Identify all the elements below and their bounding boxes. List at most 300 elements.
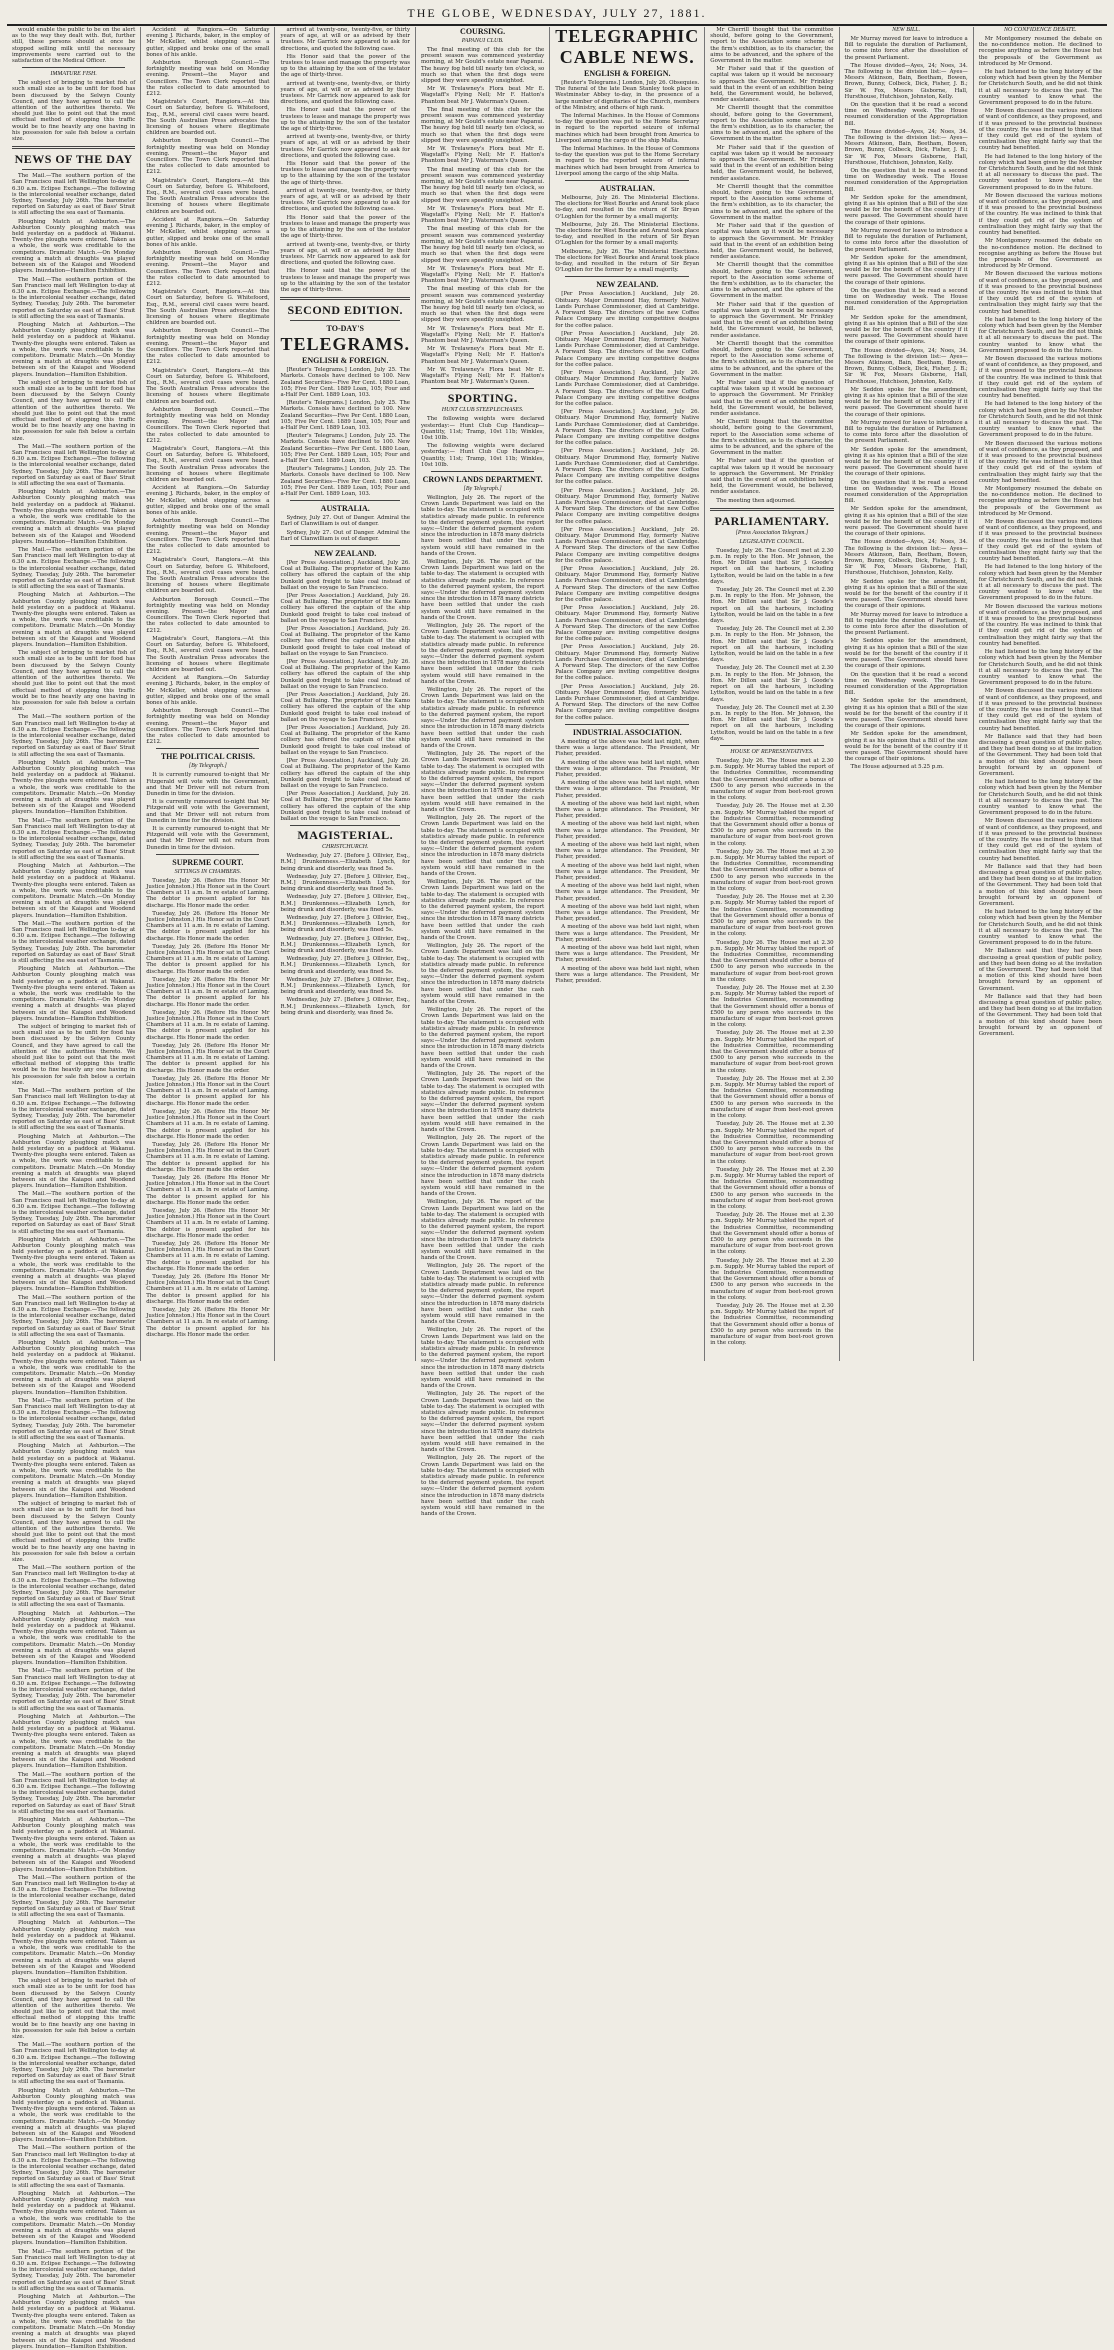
article-text: Tuesday, July 26. The House met at 2.30 p.m. Supply. Mr Murray tabled the report of the Industries Committee, recommending that the Government should offer a bonus of £500 to any person who succeeds in the manufacture of sugar from beet-root grown in the colony. — [710, 939, 834, 983]
column-5 — [550, 27, 705, 1361]
article-text: Mr Fisher said that if the question of capital was taken up it would be necessary to approach the Government. Mr Frinkley said that in the event of an exhibition being held, the Government would, he believed, render assistance. — [710, 379, 834, 417]
article-text: [Per Press Association.] Auckland, July 26. Coal at Bulliaing. The proprietor of the Kamo colliery has offered the captain of the ship Dunkeld good freight to take coal instead of ballast on the voyage to San Francisco. — [280, 593, 410, 624]
article-text: Tuesday, July 26. (Before His Honor Mr Justice Johnston.) His Honor sat in the Court Chambers at 11 a.m. In re estate of Laming. The debtor is present applied for his discharge. His Honor made the order. — [146, 1042, 270, 1074]
article-text: Ploughing Match at Ashburton.—The Ashburton County ploughing match was held yesterday on a paddock at Wakanui. Twenty-five ploughs were entered. Taken as a whole, the work was creditable to the competitors. Dramatic Match.—On Monday evening a match at draughts was played between six of the Kaiapoi and Woodend players. Inundation—Hamilton Exhibition. — [12, 321, 136, 378]
article-text: Wellington, July 26. The report of the Crown Lands Department was laid on the table to-day. The statement is occupied with statistics already made public. In reference to the deferred payment system, the report says:—Under the deferred payment system since the introduction in 1878 many districts have been settled that under the cash system would still have remained in the hands of the Crown. — [421, 1007, 545, 1070]
article-text: Ashburton Borough Council.—The fortnightly meeting was held on Monday evening. Present—the Mayor and Councillors. The Town Clerk reported that the rates collected to date amounted to £212. — [146, 138, 270, 176]
article-text: A meeting of the above was held last night, when there was a large attendance. The President, Mr Fisher, presided. — [555, 841, 700, 861]
article-text: Wellington, July 26. The report of the Crown Lands Department was laid on the table to-day. The statement is occupied with statistics already made public. In reference to the deferred payment system, the report says:—Under the deferred payment system since the introduction in 1878 many districts have been settled that under the cash system would still have remained in the hands of the Crown. — [421, 687, 545, 749]
article-text: Mr Montgomery resumed the debate on the no-confidence motion. He declined to recognise anything as before the House but the proposals of the Government as introduced by Mr Ormond. — [978, 486, 1102, 517]
article-text: Ashburton Borough Council.—The fortnightly meeting was held on Monday evening. Present—the Mayor and Councillors. The Town Clerk reported that the rates collected to date amounted to £212. — [146, 596, 270, 634]
article-text: A meeting of the above was held last night, when there was a large attendance. The President, Mr Fisher, presided. — [555, 862, 700, 881]
column-1 — [7, 27, 141, 2350]
article-text: The Mail.—The southern portion of the San Francisco mail left Wellington to-day at 6.30 a.m. Eclipse Exchange.—The following is the intercolonial weather exchange, dated Sydney, Tuesday, July 26th. The barometer reported on Saturday as east of Bass' Strait is still affecting the sea east of Tasmania. — [12, 2042, 136, 2086]
article-text: He had listened to the long history of the colony which had been given by the Member for Christchurch South, and he did not think it at all necessary to discuss the past. The country wanted to know what the Government proposed to do in the future. — [978, 153, 1102, 191]
article-text: Ploughing Match at Ashburton.—The Ashburton County ploughing match was held yesterday on a paddock at Wakanui. Twenty-five ploughs were entered. Taken as a whole, the work was creditable to the competitors. Dramatic Match.—On Monday evening a match at draughts was played between six of the Kaiapoi and Woodend players. Inundation—Hamilton Exhibition. — [12, 1817, 136, 1873]
article-text: Wellington, July 26. The report of the Crown Lands Department was laid on the table to-day. The statement is occupied with statistics already made public. In reference to the deferred payment system, the report says:—Under the deferred payment system since the introduction in 1878 many districts have been settled that under the cash system would still have remained in the hands of the Crown. — [421, 1071, 545, 1134]
article-text: Melbourne, July 26. The Ministerial Elections. The elections for West Bourke and Ararat took place to-day, and resulted in the return of Sir Bryan O'Loghlen for the former by a small majority. — [555, 195, 700, 220]
article-text: Tuesday, July 26. (Before His Honor Mr Justice Johnston.) His Honor sat in the Court Chambers at 11 a.m. In re estate of Laming. The debtor is present applied for his discharge. His Honor made the order. — [146, 1240, 270, 1272]
headline-telegrams: TELEGRAMS. — [280, 334, 410, 355]
article-text: On the question that it be read a second time on Wednesday week. The House resumed consideration of the Appropriation Bill. — [844, 479, 968, 505]
article-text: It is currently rumoured to-night that Mr Fitzgerald will vote with the Government, and that Mr Driver will not return from Dunedin in time for the division. — [146, 772, 270, 797]
article-text: The following weights were declared yesterday:— Hunt Club Cup Handicap—Quantity, 11st; Tramp, 10st 11b; Winkles, 10st 10lb. — [421, 443, 545, 468]
divider — [22, 67, 125, 68]
article-text: arrived at twenty-one, twenty-five, or thirty years of age, at will or as advised by their trustees. Mr Garrick now appeared to ask for directions, and quoted the following case. — [280, 241, 410, 267]
article-text: Mr Seddon spoke for the amendment, giving it as his opinion that a Bill of the size would be for the benefit of the country if it were passed. The Government should have the courage of their opinions. — [844, 194, 968, 226]
article-text: Mr Montgomery resumed the debate on the no-confidence motion. He declined to recognise anything as before the House but the proposals of the Government as introduced by Mr Ormond. — [978, 36, 1102, 67]
subhead-papanui: PAPANUI CLUB. — [461, 38, 504, 44]
article-text: Tuesday, July 26. (Before His Honor Mr Justice Johnston.) His Honor sat in the Court Chambers at 11 a.m. In re estate of Laming. The debtor is present applied for his discharge. His Honor made the order. — [146, 1075, 270, 1107]
column-7 — [840, 27, 974, 1361]
subhead-press-association: [Press Association Telegram.] — [735, 529, 809, 536]
subhead-telegraph: [By Telegraph.] — [188, 763, 227, 770]
divider — [431, 388, 534, 389]
article-text: Tuesday, July 26. The House met at 2.30 p.m. Supply. Mr Murray tabled the report of the Industries Committee, recommending that the Government should offer a bonus of £500 to any person who succeeds in the manufacture of sugar from beet-root grown in the colony. — [710, 1166, 834, 1210]
article-text: Tuesday, July 26. The House met at 2.30 p.m. Supply. Mr Murray tabled the report of the Industries Committee, recommending that the Government should offer a bonus of £500 to any person who succeeds in the manufacture of sugar from beet-root grown in the colony. — [710, 1212, 834, 1256]
divider — [12, 146, 135, 149]
subhead-house-of-representatives: HOUSE OF REPRESENTATIVES. — [730, 748, 814, 755]
article-text: Wellington, July 26. The report of the Crown Lands Department was laid on the table to-day. The statement is occupied with statistics already made public. In reference to the deferred payment system, the report says:—Under the deferred payment system since the introduction in 1878 many districts have been settled that under the cash system would still have remained in the hands of the Crown. — [421, 1455, 545, 1518]
article-text: Wednesday, July 27. [Before J. Ollivier, Esq., R.M.] Drunkenness.—Elizabeth Lynch, for being drunk and disorderly, was fined 5s. — [280, 997, 410, 1016]
article-text: The Mail.—The southern portion of the San Francisco mail left Wellington to-day at 6.30 a.m. Eclipse Exchange.—The following is the intercolonial weather exchange, dated Sydney, Tuesday, July 26th. The barometer reported on Saturday as east of Bass' Strait is still affecting the sea east of Tasmania. — [12, 1088, 136, 1132]
article-text: Tuesday, July 26. The House met at 2.30 p.m. Supply. Mr Murray tabled the report of the Industries Committee, recommending that the Government should offer a bonus of £500 to any person who succeeds in the manufacture of sugar from beet-root grown in the colony. — [710, 1030, 834, 1074]
article-text: [Per Press Association.] Auckland, July 26. Coal at Bulliaing. The proprietor of the Kamo colliery has offered the captain of the ship Dunkeld good freight to take coal instead of ballast on the voyage to San Francisco. — [280, 626, 410, 657]
divider — [156, 748, 259, 749]
article-text: Mr Bowen discussed the various motions of want of confidence, as they proposed, and if it was pressed to the provincial business of the country. He was inclined to think that if they could get rid of the system of centralisation they might fairly say that the country had benefited. — [978, 603, 1102, 647]
article-text: Tuesday, July 26. (Before His Honor Mr Justice Johnston.) His Honor sat in the Court Chambers at 11 a.m. In re estate of Laming. The debtor is present applied for his discharge. His Honor made the order. — [146, 976, 270, 1008]
subhead-chambers: SITTINGS IN CHAMBERS. — [174, 868, 242, 875]
article-text: Wellington, July 26. The report of the Crown Lands Department was laid on the table to-day. The statement is occupied with statistics already made public. In reference to the deferred payment system, the report says:—Under the deferred payment system since the introduction in 1878 many districts have been settled that under the cash system would still have remained in the hands of the Crown. — [421, 1391, 545, 1454]
article-text: Ploughing Match at Ashburton.—The Ashburton County ploughing match was held yesterday on a paddock at Wakanui. Twenty-five ploughs were entered. Taken as a whole, the work was creditable to the competitors. Dramatic Match.—On Monday evening a match at draughts was played between six of the Kaiapoi and Woodend players. Inundation—Hamilton Exhibition. — [12, 1236, 136, 1293]
article-text: It is currently rumoured to-night that Mr Fitzgerald will vote with the Government, and that Mr Driver will not return from Dunedin in time for the division. — [146, 825, 270, 851]
article-text: Wellington, July 26. The report of the Crown Lands Department was laid on the table to-day. The statement is occupied with statistics already made public. In reference to the deferred payment system, the report says:—Under the deferred payment system since the introduction in 1878 many districts have been settled that under the cash system would still have remained in the hands of the Crown. — [421, 494, 545, 557]
article-text: [Per Press Association.] Auckland, July 26. Obituary. Major Drummond Hay, formerly Native Lands Purchase Commissioner, died at Cambridge. A Forward Step. The directors of the new Coffee Palace Company are inviting competitive designs for the coffee palace. — [555, 409, 700, 447]
headline-supreme-court: SUPREME COURT. — [172, 857, 244, 867]
masthead — [7, 5, 1107, 26]
article-text: Mr Fisher said that if the question of capital was taken up it would be necessary to approach the Government. Mr Frinkley said that in the event of an exhibition being held, the Government would, he believed, render assistance. — [710, 144, 834, 182]
article-text: The subject of bringing to market fish of such small size as to be unfit for food has been discussed by the Selwyn County Council, and they have agreed to call the attention of the authorities thereto. We should just like to point out that the most effectual method of stopping this traffic would be to fine heavily any one having in his possession for sale fish below a certain size. — [12, 1024, 136, 1086]
article-text: A meeting of the above was held last night, when there was a large attendance. The President, Mr Fisher, presided. — [555, 738, 700, 758]
divider — [156, 854, 259, 855]
article-text: Mr Bowen discussed the various motions of want of confidence, as they proposed, and if it was pressed to the provincial business of the country. He was inclined to think that if they could get rid of the system of centralisation they might fairly say that the country had benefited. — [978, 818, 1102, 862]
article-text: A meeting of the above was held last night, when there was a large attendance. The President, Mr Fisher, presided. — [555, 924, 700, 943]
article-text: The Mail.—The southern portion of the San Francisco mail left Wellington to-day at 6.30 a.m. Eclipse Exchange.—The following is the intercolonial weather exchange, dated Sydney, Tuesday, July 26th. The barometer reported on Saturday as east of Bass' Strait is still affecting the sea east of Tasmania. — [12, 2145, 136, 2189]
article-text: Magistrate's Court, Rangiora.—At this Court on Saturday, before G. Whitefoord, Esq., R.M., several civil cases were heard. The South Australian Press advocates the licensing of houses where illegitimate children are boarded out. — [146, 446, 270, 484]
article-text: Tuesday, July 26. The House met at 2.30 p.m. Supply. Mr Murray tabled the report of the Industries Committee, recommending that the Government should offer a bonus of £500 to any person who succeeds in the manufacture of sugar from beet-root grown in the colony. — [710, 894, 834, 938]
article-text: Mr Ballance said that they had been discussing a great question of public policy, and they had been doing so at the invitation of the Government. They had been told that a motion of this kind should have been brought forward by an opponent of Government. — [978, 993, 1102, 1038]
article-text: The final meeting of this club for the present season was commenced yesterday morning, at Mr Gould's estate near Papanui. The heavy fog held till nearly ten o'clock, so much so that when the first dogs were slipped they were speedily unsighted. — [421, 286, 545, 324]
article-text: Mr Bowen discussed the various motions of want of confidence, as they proposed, and if it was pressed to the provincial business of the country. He was inclined to think that if they could get rid of the system of centralisation they might fairly say that the country had benefited. — [978, 108, 1102, 152]
article-text: Mr Bowen discussed the various motions of want of confidence, as they proposed, and if it was pressed to the provincial business of the country. He was inclined to think that if they could get rid of the system of centralisation they might fairly say that the country had benefited. — [978, 440, 1102, 484]
article-text: Mr Seddon spoke for the amendment, giving it as his opinion that a Bill of the size would be for the benefit of the country if it were passed. The Government should have the courage of their opinions. — [844, 698, 968, 730]
article-text: [Per Press Association.] Auckland, July 26. Obituary. Major Drummond Hay, formerly Native Lands Purchase Commissioner, died at Cambridge. A Forward Step. The directors of the new Coffee Palace Company are inviting competitive designs for the coffee palace. — [555, 487, 700, 525]
subhead-hunt-club: HUNT CLUB STEEPLECHASES. — [441, 407, 524, 414]
subhead-new-bill: NEW BILL. — [892, 27, 921, 33]
newspaper-page — [7, 5, 1107, 2350]
article-text: [Per Press Association.] Auckland, July 26. Obituary. Major Drummond Hay, formerly Native Lands Purchase Commissioner, died at Cambridge. A Forward Step. The directors of the new Coffee Palace Company are inviting competitive designs for the coffee palace. — [555, 330, 700, 368]
article-text: Mr Seddon spoke for the amendment, giving it as his opinion that a Bill of the size would be for the benefit of the country if it were passed. The Government should have the courage of their opinions. — [844, 254, 968, 286]
article-text: Ploughing Match at Ashburton.—The Ashburton County ploughing match was held yesterday on a paddock at Wakanui. Twenty-five ploughs were entered. Taken as a whole, the work was creditable to the competitors. Dramatic Match.—On Monday evening a match at draughts was played between six of the Kaiapoi and Woodend players. Inundation—Hamilton Exhibition. — [12, 1713, 136, 1770]
article-text: Magistrate's Court, Rangiora.—At this Court on Saturday, before G. Whitefoord, Esq., R.M., several civil cases were heard. The South Australian Press advocates the licensing of houses where illegitimate children are boarded out. — [146, 99, 270, 137]
article-text: Wednesday, July 27. [Before J. Ollivier, Esq., R.M.] Drunkenness.—Elizabeth Lynch, for being drunk and disorderly, was fined 5s. — [280, 894, 410, 913]
article-text: Tuesday, July 26. (Before His Honor Mr Justice Johnston.) His Honor sat in the Court Chambers at 11 a.m. In re estate of Laming. The debtor is present applied for his discharge. His Honor made the order. — [146, 1108, 270, 1140]
article-text: The subject of bringing to market fish of such small size as to be unfit for food has been discussed by the Selwyn County Council, and they have agreed to call the attention of the authorities thereto. We should just like to point out that the most effectual method of stopping this traffic would be to fine heavily any one having in his possession for sale fish below a certain size. — [12, 1501, 136, 1563]
article-text: The House divided—Ayes, 24; Noes, 34. The following is the division list:— Ayes—Messrs Atkinson, Bain, Beetham, Bowen, Brown, Bunny, Colbeck, Dick, Fisher, J. B.; Sir W. Fox, Messrs Gisborne, Hall, Hursthouse, Hutchison, Johnston, Kelly. — [844, 539, 968, 577]
article-text: Mr Cherrill thought that the committee should, before going to the Government, report to the Association some scheme of the firm's exhibition, as to its character, the aims to be advanced, and the sphere of the Government in the matter. — [710, 419, 834, 457]
article-text: Mr Cherrill thought that the committee should, before going to the Government, report to the Association some scheme of the firm's exhibition, as to its character, the aims to be advanced, and the sphere of the Government in the matter. — [710, 183, 834, 221]
article-text: Mr Bowen discussed the various motions of want of confidence, as they proposed, and if it was pressed to the provincial business of the country. He was inclined to think that if they could get rid of the system of centralisation they might fairly say that the country had benefited. — [978, 355, 1102, 400]
column-3 — [275, 27, 416, 1361]
article-text: [Reuter's Telegrams.] London, July 25. The Markets. Consols have declined to 100. New Zealand Securities—Five Per Cent. 1880 Loan, 105; Five Per Cent. 1889 Loan, 105; Four and a-Half Per Cent. 1889 Loan, 103. — [280, 367, 410, 398]
divider — [720, 745, 823, 746]
article-text: Ploughing Match at Ashburton.—The Ashburton County ploughing match was held yesterday on a paddock at Wakanui. Twenty-five ploughs were entered. Taken as a whole, the work was creditable to the competitors. Dramatic Match.—On Monday evening a match at draughts was played between six of the Kaiapoi and Woodend players. Inundation—Hamilton Exhibition. — [12, 1610, 136, 1667]
article-text: The House adjourned at 5.25 p.m. — [850, 764, 944, 771]
article-text: Wellington, July 26. The report of the Crown Lands Department was laid on the table to-day. The statement is occupied with statistics already made public. In reference to the deferred payment system, the report says:—Under the deferred payment system since the introduction in 1878 many districts have been settled that under the cash system would still have remained in the hands of the Crown. — [421, 879, 545, 941]
article-text: Tuesday, July 26. The Council met at 2.30 p.m. In reply to the Hon. Mr Johnson, the Hon. Mr Dillon said that Sir J. Goode's report on all the harbours, including Lyttelton, would be laid on the table in a few days. — [710, 587, 834, 625]
article-text: Accident at Rangiora.—On Saturday evening J. Richards, baker, in the employ of Mr McKeller, whilst stepping across a gutter, slipped and broke one of the small bones of his ankle. — [146, 675, 270, 706]
divider — [280, 297, 410, 300]
article-text: Mr W. Trelawney's Flora beat Mr E. Wagstaff's Flying Nell; Mr F. Hatton's Phantom beat Mr J. Waterman's Queen. — [421, 146, 545, 165]
article-text: The subject of bringing to market fish of such small size as to be unfit for food has been discussed by the Selwyn County Council, and they have agreed to call the attention of the authorities thereto. We should just like to point out that the most effectual method of stopping this traffic would be to fine heavily any one having in his possession for sale fish below a certain size. — [12, 80, 136, 143]
article-text: Tuesday, July 26. The Council met at 2.30 p.m. In reply to the Hon. Mr Johnson, the Hon. Mr Dillon said that Sir J. Goode's report on all the harbours, including Lyttelton, would be laid on the table in a few days. — [710, 665, 834, 703]
article-text: arrived at twenty-one, twenty-five, or thirty years of age, at will or as advised by their trustees. Mr Garrick now appeared to ask for directions, and quoted the following case. — [280, 27, 410, 52]
article-text: [Reuter's Telegrams.] London, July 26. Obsequies. The funeral of the late Dean Stanley took place in Westminster Abbey to-day, in the presence of a large number of dignitaries of the Church, members of the Ministry, and others of high rank. — [555, 80, 700, 111]
article-text: His Honor said that the power of the trustees to lease and manage the property was up to the attaining by the son of the testator the age of thirty-three. — [280, 107, 410, 133]
divider — [710, 508, 833, 511]
article-text: Magistrate's Court, Rangiora.—At this Court on Saturday, before G. Whitefoord, Esq., R.M., several civil cases were heard. The South Australian Press advocates the licensing of houses where illegitimate children are boarded out. — [146, 635, 270, 673]
article-text: Wellington, July 26. The report of the Crown Lands Department was laid on the table to-day. The statement is occupied with statistics already made public. In reference to the deferred payment system, the report says:—Under the deferred payment system since the introduction in 1878 many districts have been settled that under the cash system would still have remained in the hands of the Crown. — [421, 1327, 545, 1390]
article-text: Melbourne, July 26. The Ministerial Elections. The elections for West Bourke and Ararat took place to-day, and resulted in the return of Sir Bryan O'Loghlen for the former by a small majority. — [555, 248, 700, 274]
article-text: A meeting of the above was held last night, when there was a large attendance. The President, Mr Fisher, presided. — [555, 965, 700, 984]
article-text: Tuesday, July 26. The House met at 2.30 p.m. Supply. Mr Murray tabled the report of the Industries Committee, recommending that the Government should offer a bonus of £500 to any person who succeeds in the manufacture of sugar from beet-root grown in the colony. — [710, 1075, 834, 1120]
article-text: Ploughing Match at Ashburton.—The Ashburton County ploughing match was held yesterday on a paddock at Wakanui. Twenty-five ploughs were entered. Taken as a whole, the work was creditable to the competitors. Dramatic Match.—On Monday evening a match at draughts was played between six of the Kaiapoi and Woodend players. Inundation—Hamilton Exhibition. — [12, 592, 136, 649]
article-text: Tuesday, July 26. (Before His Honor Mr Justice Johnston.) His Honor sat in the Court Chambers at 11 a.m. In re estate of Laming. The debtor is present applied for his discharge. His Honor made the order. — [146, 910, 270, 942]
article-text: The Mail.—The southern portion of the San Francisco mail left Wellington to-day at 6.30 a.m. Eclipse Exchange.—The following is the intercolonial weather exchange, dated Sydney, Tuesday, July 26th. The barometer reported on Saturday as east of Bass' Strait is still affecting the sea east of Tasmania. — [12, 1565, 136, 1609]
article-text: He had listened to the long history of the colony which had been given by the Member for Christchurch South, and he did not think it at all necessary to discuss the past. The country wanted to know what the Government proposed to do in the future. — [978, 909, 1102, 947]
article-text: Mr Bowen discussed the various motions of want of confidence, as they proposed, and if it was pressed to the provincial business of the country. He was inclined to think that if they could get rid of the system of centralisation they might fairly say that the country had benefited. — [978, 271, 1102, 315]
article-text: Ashburton Borough Council.—The fortnightly meeting was held on Monday evening. Present—the Mayor and Councillors. The Town Clerk reported that the rates collected to date amounted to £212. — [146, 60, 270, 98]
article-text: The Infernal Machines. In the House of Commons to-day the question was put to the Home Secretary in regard to the reported seizure of infernal machines which had been brought from America to Liverpool among the cargo of the ship Malta. — [555, 146, 700, 177]
article-text: Sydney, July 27. Out of Danger. Admiral the Earl of Clanwilliam is out of danger. — [280, 515, 410, 528]
article-text: Ploughing Match at Ashburton.—The Ashburton County ploughing match was held yesterday on a paddock at Wakanui. Twenty-five ploughs were entered. Taken as a whole, the work was creditable to the competitors. Dramatic Match.—On Monday evening a match at draughts was played between six of the Kaiapoi and Woodend players. Inundation—Hamilton Exhibition. — [12, 2190, 136, 2247]
article-text: Mr W. Trelawney's Flora beat Mr E. Wagstaff's Flying Nell; Mr F. Hatton's Phantom beat Mr J. Waterman's Queen. — [421, 86, 545, 105]
article-text: Wellington, July 26. The report of the Crown Lands Department was laid on the table to-day. The statement is occupied with statistics already made public. In reference to the deferred payment system, the report says:—Under the deferred payment system since the introduction in 1878 many districts have been settled that under the cash system would still have remained in the hands of the Crown. — [421, 559, 545, 621]
article-text: would enable the public to be on the alert as to the way they dealt with. But, further still, these persons should at once be stopped selling milk until the necessary improvements were carried out to the satisfaction of the Medical Officer. — [12, 27, 136, 65]
article-text: On the question that it be read a second time on Wednesday week. The House resumed consideration of the Appropriation Bill. — [844, 287, 968, 313]
headline-australian: AUSTRALIAN. — [599, 184, 655, 194]
article-text: He had listened to the long history of the colony which had been given by the Member for Christchurch South, and he did not think it at all necessary to discuss the past. The country wanted to know what the Government proposed to do in the future. — [978, 649, 1102, 687]
article-text: Ploughing Match at Ashburton.—The Ashburton County ploughing match was held yesterday on a paddock at Wakanui. Twenty-five ploughs were entered. Taken as a whole, the work was creditable to the competitors. Dramatic Match.—On Monday evening a match at draughts was played between six of the Kaiapoi and Woodend players. Inundation—Hamilton Exhibition. — [12, 489, 136, 545]
article-text: The House divided—Ayes, 24; Noes, 34. The following is the division list:— Ayes—Messrs Atkinson, Bain, Beetham, Bowen, Brown, Bunny, Colbeck, Dick, Fisher, J. B.; Sir W. Fox, Messrs Gisborne, Hall, Hursthouse, Hutchison, Johnston, Kelly. — [844, 347, 968, 385]
article-text: Mr Ballance said that they had been discussing a great question of public policy, and they had been doing so at the invitation of the Government. They had been told that a motion of this kind should have been brought forward by an opponent of Government. — [978, 863, 1102, 908]
article-text: Tuesday, July 26. The House met at 2.30 p.m. Supply. Mr Murray tabled the report of the Industries Committee, recommending that the Government should offer a bonus of £500 to any person who succeeds in the manufacture of sugar from beet-root grown in the colony. — [710, 1257, 834, 1301]
article-text: Mr Ballance said that they had been discussing a great question of public policy, and they had been doing so at the invitation of the Government. They had been told that a motion of this kind should have been brought forward by an opponent of Government. — [978, 948, 1102, 992]
headline-todays: TO-DAY'S — [326, 324, 364, 334]
article-text: The subject of bringing to market fish of such small size as to be unfit for food has been discussed by the Selwyn County Council, and they have agreed to call the attention of the authorities thereto. We should just like to point out that the most effectual method of stopping this traffic would be to fine heavily any one having in his possession for sale fish below a certain size. — [12, 379, 136, 442]
headline-english-foreign: ENGLISH & FOREIGN. — [584, 69, 671, 78]
article-text: A meeting of the above was held last night, when there was a large attendance. The President, Mr Fisher, presided. — [555, 883, 700, 902]
article-text: Ploughing Match at Ashburton.—The Ashburton County ploughing match was held yesterday on a paddock at Wakanui. Twenty-five ploughs were entered. Taken as a whole, the work was creditable to the competitors. Dramatic Match.—On Monday evening a match at draughts was played between six of the Kaiapoi and Woodend players. Inundation—Hamilton Exhibition. — [12, 1920, 136, 1976]
article-text: A meeting of the above was held last night, when there was a large attendance. The President, Mr Fisher, presided. — [555, 780, 700, 799]
article-text: The Mail.—The southern portion of the San Francisco mail left Wellington to-day at 6.30 a.m. Eclipse Exchange.—The following is the intercolonial weather exchange, dated Sydney, Tuesday, July 26th. The barometer reported on Saturday as east of Bass' Strait is still affecting the sea east of Tasmania. — [12, 1191, 136, 1235]
column-6 — [705, 27, 839, 1361]
article-text: He had listened to the long history of the colony which had been given by the Member for Christchurch South, and he did not think it at all necessary to discuss the past. The country wanted to know what the Government proposed to do in the future. — [978, 316, 1102, 354]
article-text: Wellington, July 26. The report of the Crown Lands Department was laid on the table to-day. The statement is occupied with statistics already made public. In reference to the deferred payment system, the report says:—Under the deferred payment system since the introduction in 1878 many districts have been settled that under the cash system would still have remained in the hands of the Crown. — [421, 815, 545, 877]
article-text: Wellington, July 26. The report of the Crown Lands Department was laid on the table to-day. The statement is occupied with statistics already made public. In reference to the deferred payment system, the report says:—Under the deferred payment system since the introduction in 1878 many districts have been settled that under the cash system would still have remained in the hands of the Crown. — [421, 1199, 545, 1262]
article-text: The Mail.—The southern portion of the San Francisco mail left Wellington to-day at 6.30 a.m. Eclipse Exchange.—The following is the intercolonial weather exchange, dated Sydney, Tuesday, July 26th. The barometer reported on Saturday as east of Bass' Strait is still affecting the sea east of Tasmania. — [12, 817, 136, 861]
article-text: Tuesday, July 26. (Before His Honor Mr Justice Johnston.) His Honor sat in the Court Chambers at 11 a.m. In re estate of Laming. The debtor is present applied for his discharge. His Honor made the order. — [146, 1207, 270, 1239]
article-text: Ploughing Match at Ashburton.—The Ashburton County ploughing match was held yesterday on a paddock at Wakanui. Twenty-five ploughs were entered. Taken as a whole, the work was creditable to the competitors. Dramatic Match.—On Monday evening a match at draughts was played between six of the Kaiapoi and Woodend players. Inundation—Hamilton Exhibition. — [12, 759, 136, 816]
article-text: [Per Press Association.] Auckland, July 26. Obituary. Major Drummond Hay, formerly Native Lands Purchase Commissioner, died at Cambridge. A Forward Step. The directors of the new Coffee Palace Company are inviting competitive designs for the coffee palace. — [555, 683, 700, 721]
article-text: Wellington, July 26. The report of the Crown Lands Department was laid on the table to-day. The statement is occupied with statistics already made public. In reference to the deferred payment system, the report says:—Under the deferred payment system since the introduction in 1878 many districts have been settled that under the cash system would still have remained in the hands of the Crown. — [421, 1263, 545, 1326]
masthead-title: THE GLOBE, WEDNESDAY, JULY 27, 1881. — [407, 6, 707, 20]
column-4 — [416, 27, 550, 1518]
article-text: The Mail.—The southern portion of the San Francisco mail left Wellington to-day at 6.30 a.m. Eclipse Exchange.—The following is the intercolonial weather exchange, dated Sydney, Tuesday, July 26th. The barometer reported on Saturday as east of Bass' Strait is still affecting the sea east of Tasmania. — [12, 276, 136, 320]
article-text: Tuesday, July 26. The Council met at 2.30 p.m. In reply to the Hon. Mr Johnson, the Hon. Mr Dillon said that Sir J. Goode's report on all the harbours, including Lyttelton, would be laid on the table in a few days. — [710, 547, 834, 585]
article-text: [Per Press Association.] Auckland, July 26. Coal at Bulliaing. The proprietor of the Kamo colliery has offered the captain of the ship Dunkeld good freight to take coal instead of ballast on the voyage to San Francisco. — [280, 659, 410, 690]
divider — [290, 500, 400, 501]
article-text: Accident at Rangiora.—On Saturday evening J. Richards, baker, in the employ of Mr McKeller, whilst stepping across a gutter, slipped and broke one of the small bones of his ankle. — [146, 27, 270, 58]
article-text: Mr Bowen discussed the various motions of want of confidence, as they proposed, and if it was pressed to the provincial business of the country. He was inclined to think that if they could get rid of the system of centralisation they might fairly say that the country had benefited. — [978, 688, 1102, 732]
article-text: Mr Seddon spoke for the amendment, giving it as his opinion that a Bill of the size would be for the benefit of the country if it were passed. The Government should have the courage of their opinions. — [844, 638, 968, 670]
article-text: Tuesday, July 26. The House met at 2.30 p.m. Supply. Mr Murray tabled the report of the Industries Committee, recommending that the Government should offer a bonus of £500 to any person who succeeds in the manufacture of sugar from beet-root grown in the colony. — [710, 848, 834, 892]
article-text: Mr Seddon spoke for the amendment, giving it as his opinion that a Bill of the size would be for the benefit of the country if it were passed. The Government should have the courage of their opinions. — [844, 578, 968, 610]
headline-english-foreign: ENGLISH & FOREIGN. — [302, 356, 389, 366]
article-text: Wednesday, July 27. [Before J. Ollivier, Esq., R.M.] Drunkenness.—Elizabeth Lynch, for being drunk and disorderly, was fined 5s. — [280, 853, 410, 872]
article-text: Wellington, July 26. The report of the Crown Lands Department was laid on the table to-day. The statement is occupied with statistics already made public. In reference to the deferred payment system, the report says:—Under the deferred payment system since the introduction in 1878 many districts have been settled that under the cash system would still have remained in the hands of the Crown. — [421, 943, 545, 1006]
headline-cable-news: CABLE NEWS. — [559, 47, 695, 67]
divider — [565, 724, 689, 725]
article-text: [Per Press Association.] Auckland, July 26. Coal at Bulliaing. The proprietor of the Kamo colliery has offered the captain of the ship Dunkeld good freight to take coal instead of ballast on the voyage to San Francisco. — [280, 725, 410, 756]
article-text: On the question that it be read a second time on Wednesday week. The House resumed consideration of the Appropriation Bill. — [844, 102, 968, 127]
article-text: Ploughing Match at Ashburton.—The Ashburton County ploughing match was held yesterday on a paddock at Wakanui. Twenty-five ploughs were entered. Taken as a whole, the work was creditable to the competitors. Dramatic Match.—On Monday evening a match at draughts was played between six of the Kaiapoi and Woodend players. Inundation—Hamilton Exhibition. — [12, 1443, 136, 1499]
article-text: Tuesday, July 26. The House met at 2.30 p.m. Supply. Mr Murray tabled the report of the Industries Committee, recommending that the Government should offer a bonus of £500 to any person who succeeds in the manufacture of sugar from beet-root grown in the colony. — [710, 1121, 834, 1165]
headline-magisterial: MAGISTERIAL. — [297, 828, 394, 843]
article-text: Magistrate's Court, Rangiora.—At this Court on Saturday, before G. Whitefoord, Esq., R.M., several civil cases were heard. The South Australian Press advocates the licensing of houses where illegitimate children are boarded out. — [146, 289, 270, 327]
article-text: Ashburton Borough Council.—The fortnightly meeting was held on Monday evening. Present—the Mayor and Councillors. The Town Clerk reported that the rates collected to date amounted to £212. — [146, 518, 270, 556]
article-text: A meeting of the above was held last night, when there was a large attendance. The President, Mr Fisher, presided. — [555, 944, 700, 964]
article-text: Magistrate's Court, Rangiora.—At this Court on Saturday, before G. Whitefoord, Esq., R.M., several civil cases were heard. The South Australian Press advocates the licensing of houses where illegitimate children are boarded out. — [146, 367, 270, 405]
article-text: He had listened to the long history of the colony which had been given by the Member for Christchurch South, and he did not think it at all necessary to discuss the past. The country wanted to know what the Government proposed to do in the future. — [978, 564, 1102, 602]
headline-political-crisis: THE POLITICAL CRISIS. — [160, 752, 255, 762]
article-text: His Honor said that the power of the trustees to lease and manage the property was up to the attaining by the son of the testator the age of thirty-three. — [280, 214, 410, 240]
article-text: His Honor said that the power of the trustees to lease and manage the property was up to the attaining by the son of the testator the age of thirty-three. — [280, 161, 410, 186]
article-text: Wednesday, July 27. [Before J. Ollivier, Esq., R.M.] Drunkenness.—Elizabeth Lynch, for being drunk and disorderly, was fined 5s. — [280, 914, 410, 934]
article-text: [Per Press Association.] Auckland, July 26. Obituary. Major Drummond Hay, formerly Native Lands Purchase Commissioner, died at Cambridge. A Forward Step. The directors of the new Coffee Palace Company are inviting competitive designs for the coffee palace. — [555, 566, 700, 604]
subhead-no-confidence-debate: NO CONFIDENCE DEBATE. — [1004, 27, 1077, 33]
article-text: [Reuter's Telegrams.] London, July 25. The Markets. Consols have declined to 100. New Zealand Securities—Five Per Cent. 1880 Loan, 105; Five Per Cent. 1889 Loan, 105; Four and a-Half Per Cent. 1889 Loan, 103. — [280, 433, 410, 464]
article-text: The Mail.—The southern portion of the San Francisco mail left Wellington to-day at 6.30 a.m. Eclipse Exchange.—The following is the intercolonial weather exchange, dated Sydney, Tuesday, July 26th. The barometer reported on Saturday as east of Bass' Strait is still affecting the sea east of Tasmania. — [12, 173, 136, 217]
article-text: The Mail.—The southern portion of the San Francisco mail left Wellington to-day at 6.30 a.m. Eclipse Exchange.—The following is the intercolonial weather exchange, dated Sydney, Tuesday, July 26th. The barometer reported on Saturday as east of Bass' Strait is still affecting the sea east of Tasmania. — [12, 1874, 136, 1919]
article-text: Mr Murray moved for leave to introduce a Bill to regulate the duration of Parliament, to come into force after the dissolution of the present Parliament. — [844, 611, 968, 637]
article-text: [Per Press Association.] Auckland, July 26. Coal at Bulliaing. The proprietor of the Kamo colliery has offered the captain of the ship Dunkeld good freight to take coal instead of ballast on the voyage to San Francisco. — [280, 692, 410, 723]
article-text: Mr Cherrill thought that the committee should, before going to the Government, report to the Association some scheme of the firm's exhibition, as to its character, the aims to be advanced, and the sphere of the Government in the matter. — [710, 105, 834, 143]
columns — [7, 26, 1107, 2350]
article-text: [Reuter's Telegrams.] London, July 25. The Markets. Consols have declined to 100. New Zealand Securities—Five Per Cent. 1880 Loan, 105; Five Per Cent. 1889 Loan, 105; Four and a-Half Per Cent. 1889 Loan, 103. — [280, 466, 410, 497]
article-text: Mr Seddon spoke for the amendment, giving it as his opinion that a Bill of the size would be for the benefit of the country if it were passed. The Government should have the courage of their opinions. — [844, 446, 968, 478]
article-text: Mr W. Trelawney's Flora beat Mr E. Wagstaff's Flying Nell; Mr F. Hatton's Phantom beat Mr J. Waterman's Queen. — [421, 265, 545, 285]
article-text: Tuesday, July 26. (Before His Honor Mr Justice Johnston.) His Honor sat in the Court Chambers at 11 a.m. In re estate of Laming. The debtor is present applied for his discharge. His Honor made the order. — [146, 877, 270, 909]
article-text: [Reuter's Telegrams.] London, July 25. The Markets. Consols have declined to 100. New Zealand Securities—Five Per Cent. 1880 Loan, 105; Five Per Cent. 1889 Loan, 105; Four and a-Half Per Cent. 1889 Loan, 103. — [280, 400, 410, 431]
article-text: Mr Seddon spoke for the amendment, giving it as his opinion that a Bill of the size would be for the benefit of the country if it were passed. The Government should have the courage of their opinions. — [844, 506, 968, 538]
article-text: Mr Montgomery resumed the debate on the no-confidence motion. He declined to recognise anything as before the House but the proposals of the Government as introduced by Mr Ormond. — [978, 238, 1102, 270]
article-text: The Mail.—The southern portion of the San Francisco mail left Wellington to-day at 6.30 a.m. Eclipse Exchange.—The following is the intercolonial weather exchange, dated Sydney, Tuesday, July 26th. The barometer reported on Saturday as east of Bass' Strait is still affecting the sea east of Tasmania. — [12, 2248, 136, 2292]
article-text: [Per Press Association.] Auckland, July 26. Obituary. Major Drummond Hay, formerly Native Lands Purchase Commissioner, died at Cambridge. A Forward Step. The directors of the new Coffee Palace Company are inviting competitive designs for the coffee palace. — [555, 605, 700, 643]
article-text: Mr Bowen discussed the various motions of want of confidence, as they proposed, and if it was pressed to the provincial business of the country. He was inclined to think that if they could get rid of the system of centralisation they might fairly say that the country had benefited. — [978, 192, 1102, 237]
article-text: Mr W. Trelawney's Flora beat Mr E. Wagstaff's Flying Nell; Mr F. Hatton's Phantom beat Mr J. Waterman's Queen. — [421, 366, 545, 386]
article-text: Wednesday, July 27. [Before J. Ollivier, Esq., R.M.] Drunkenness.—Elizabeth Lynch, for being drunk and disorderly, was fined 5s. — [280, 976, 410, 996]
article-text: Wellington, July 26. The report of the Crown Lands Department was laid on the table to-day. The statement is occupied with statistics already made public. In reference to the deferred payment system, the report says:—Under the deferred payment system since the introduction in 1878 many districts have been settled that under the cash system would still have remained in the hands of the Crown. — [421, 751, 545, 813]
article-text: [Per Press Association.] Auckland, July 26. Coal at Bulliaing. The proprietor of the Kamo colliery has offered the captain of the ship Dunkeld good freight to take coal instead of ballast on the voyage to San Francisco. — [280, 758, 410, 789]
divider — [22, 169, 125, 170]
article-text: Tuesday, July 26. (Before His Honor Mr Justice Johnston.) His Honor sat in the Court Chambers at 11 a.m. In re estate of Laming. The debtor is present applied for his discharge. His Honor made the order. — [146, 1273, 270, 1305]
article-text: Ploughing Match at Ashburton.—The Ashburton County ploughing match was held yesterday on a paddock at Wakanui. Twenty-five ploughs were entered. Taken as a whole, the work was creditable to the competitors. Dramatic Match.—On Monday evening a match at draughts was played between six of the Kaiapoi and Woodend players. Inundation—Hamilton Exhibition. — [12, 1133, 136, 1190]
article-text: The Mail.—The southern portion of the San Francisco mail left Wellington to-day at 6.30 a.m. Eclipse Exchange.—The following is the intercolonial weather exchange, dated Sydney, Tuesday, July 26th. The barometer reported on Saturday as east of Bass' Strait is still affecting the sea east of Tasmania. — [12, 547, 136, 591]
article-text: [Per Press Association.] Auckland, July 26. Coal at Bulliaing. The proprietor of the Kamo colliery has offered the captain of the ship Dunkeld good freight to take coal instead of ballast on the voyage to San Francisco. — [280, 560, 410, 591]
article-text: Tuesday, July 26. The Council met at 2.30 p.m. In reply to the Hon. Mr Johnson, the Hon. Mr Dillon said that Sir J. Goode's report on all the harbours, including Lyttelton, would be laid on the table in a few days. — [710, 626, 834, 664]
headline-sporting: SPORTING. — [447, 391, 518, 406]
article-text: Accident at Rangiora.—On Saturday evening J. Richards, baker, in the employ of Mr McKeller, whilst stepping across a gutter, slipped and broke one of the small bones of his ankle. — [146, 485, 270, 517]
article-text: The Mail.—The southern portion of the San Francisco mail left Wellington to-day at 6.30 a.m. Eclipse Exchange.—The following is the intercolonial weather exchange, dated Sydney, Tuesday, July 26th. The barometer reported on Saturday as east of Bass' Strait is still affecting the sea east of Tasmania. — [12, 443, 136, 487]
article-text: Ashburton Borough Council.—The fortnightly meeting was held on Monday evening. Present—the Mayor and Councillors. The Town Clerk reported that the rates collected to date amounted to £212. — [146, 249, 270, 287]
article-text: Accident at Rangiora.—On Saturday evening J. Richards, baker, in the employ of Mr McKeller, whilst stepping across a gutter, slipped and broke one of the small bones of his ankle. — [146, 216, 270, 248]
article-text: Tuesday, July 26. (Before His Honor Mr Justice Johnston.) His Honor sat in the Court Chambers at 11 a.m. In re estate of Laming. The debtor is present applied for his discharge. His Honor made the order. — [146, 1009, 270, 1041]
headline-telegraphic: TELEGRAPHIC — [555, 26, 700, 46]
article-text: On the question that it be read a second time on Wednesday week. The House resumed consideration of the Appropriation Bill. — [844, 168, 968, 193]
article-text: [Per Press Association.] Auckland, July 26. Obituary. Major Drummond Hay, formerly Native Lands Purchase Commissioner, died at Cambridge. A Forward Step. The directors of the new Coffee Palace Company are inviting competitive designs for the coffee palace. — [555, 291, 700, 329]
article-text: Mr Ballance said that they had been discussing a great question of public policy, and they had been doing so at the invitation of the Government. They had been told that a motion of this kind should have been brought forward by an opponent of Government. — [978, 733, 1102, 777]
article-text: He had listened to the long history of the colony which had been given by the Member for Christchurch South, and he did not think it at all necessary to discuss the past. The country wanted to know what the Government proposed to do in the future. — [978, 69, 1102, 107]
article-text: Ashburton Borough Council.—The fortnightly meeting was held on Monday evening. Present—the Mayor and Councillors. The Town Clerk reported that the rates collected to date amounted to £212. — [146, 708, 270, 746]
article-text: Mr Cherrill thought that the committee should, before going to the Government, report to the Association some scheme of the firm's exhibition, as to its character, the aims to be advanced, and the sphere of the Government in the matter. — [710, 262, 834, 300]
article-text: His Honor said that the power of the trustees to lease and manage the property was up to the attaining by the son of the testator the age of thirty-three. — [280, 268, 410, 293]
divider — [290, 825, 400, 826]
article-text: Ploughing Match at Ashburton.—The Ashburton County ploughing match was held yesterday on a paddock at Wakanui. Twenty-five ploughs were entered. Taken as a whole, the work was creditable to the competitors. Dramatic Match.—On Monday evening a match at draughts was played between six of the Kaiapoi and Woodend players. Inundation—Hamilton Exhibition. — [12, 862, 136, 919]
article-text: Ploughing Match at Ashburton.—The Ashburton County ploughing match was held yesterday on a paddock at Wakanui. Twenty-five ploughs were entered. Taken as a whole, the work was creditable to the competitors. Dramatic Match.—On Monday evening a match at draughts was played between six of the Kaiapoi and Woodend players. Inundation—Hamilton Exhibition. — [12, 2087, 136, 2144]
subhead-legislative-council: LEGISLATIVE COUNCIL. — [739, 538, 805, 545]
article-text: A meeting of the above was held last night, when there was a large attendance. The President, Mr Fisher, presided. — [555, 759, 700, 778]
article-text: Ploughing Match at Ashburton.—The Ashburton County ploughing match was held yesterday on a paddock at Wakanui. Twenty-five ploughs were entered. Taken as a whole, the work was creditable to the competitors. Dramatic Match.—On Monday evening a match at draughts was played between six of the Kaiapoi and Woodend players. Inundation—Hamilton Exhibition. — [12, 218, 136, 275]
headline-new-zealand: NEW ZEALAND. — [314, 549, 377, 558]
headline-news-of-the-day: NEWS OF THE DAY — [14, 152, 133, 167]
article-text: The Mail.—The southern portion of the San Francisco mail left Wellington to-day at 6.30 a.m. Eclipse Exchange.—The following is the intercolonial weather exchange, dated Sydney, Tuesday, July 26th. The barometer reported on Saturday as east of Bass' Strait is still affecting the sea east of Tasmania. — [12, 1397, 136, 1442]
article-text: Wednesday, July 27. [Before J. Ollivier, Esq., R.M.] Drunkenness.—Elizabeth Lynch, for being drunk and disorderly, was fined 5s. — [280, 873, 410, 893]
article-text: The Mail.—The southern portion of the San Francisco mail left Wellington to-day at 6.30 a.m. Eclipse Exchange.—The following is the intercolonial weather exchange, dated Sydney, Tuesday, July 26th. The barometer reported on Saturday as east of Bass' Strait is still affecting the sea east of Tasmania. — [12, 714, 136, 758]
article-text: Wednesday, July 27. [Before J. Ollivier, Esq., R.M.] Drunkenness.—Elizabeth Lynch, for being drunk and disorderly, was fined 5s. — [280, 935, 410, 954]
article-text: The Mail.—The southern portion of the San Francisco mail left Wellington to-day at 6.30 a.m. Eclipse Exchange.—The following is the intercolonial weather exchange, dated Sydney, Tuesday, July 26th. The barometer reported on Saturday as east of Bass' Strait is still affecting the sea east of Tasmania. — [12, 1771, 136, 1815]
article-text: The Mail.—The southern portion of the San Francisco mail left Wellington to-day at 6.30 a.m. Eclipse Exchange.—The following is the intercolonial weather exchange, dated Sydney, Tuesday, July 26th. The barometer reported on Saturday as east of Bass' Strait is still affecting the sea east of Tasmania. — [12, 920, 136, 965]
article-text: The Mail.—The southern portion of the San Francisco mail left Wellington to-day at 6.30 a.m. Eclipse Exchange.—The following is the intercolonial weather exchange, dated Sydney, Tuesday, July 26th. The barometer reported on Saturday as east of Bass' Strait is still affecting the sea east of Tasmania. — [12, 1668, 136, 1712]
article-text: The subject of bringing to market fish of such small size as to be unfit for food has been discussed by the Selwyn County Council, and they have agreed to call the attention of the authorities thereto. We should just like to point out that the most effectual method of stopping this traffic would be to fine heavily any one having in his possession for sale fish below a certain size. — [12, 1978, 136, 2040]
column-2 — [141, 27, 275, 1361]
article-text: The Mail.—The southern portion of the San Francisco mail left Wellington to-day at 6.30 a.m. Eclipse Exchange.—The following is the intercolonial weather exchange, dated Sydney, Tuesday, July 26th. The barometer reported on Saturday as east of Bass' Strait is still affecting the sea east of Tasmania. — [12, 1294, 136, 1338]
article-text: The final meeting of this club for the present season was commenced yesterday morning, at Mr Gould's estate near Papanui. The heavy fog held till nearly ten o'clock, so much so that when the first dogs were slipped they were speedily unsighted. — [421, 166, 545, 204]
headline-coursing: COURSING. — [460, 27, 506, 36]
article-text: arrived at twenty-one, twenty-five, or thirty years of age, at will or as advised by their trustees. Mr Garrick now appeared to ask for directions, and quoted the following case. — [280, 80, 410, 106]
headline-immature-fish: IMMATURE FISH. — [50, 71, 97, 78]
article-text: Mr W. Trelawney's Flora beat Mr E. Wagstaff's Flying Nell; Mr F. Hatton's Phantom beat Mr J. Waterman's Queen. — [421, 325, 545, 344]
headline-industrial-association: INDUSTRIAL ASSOCIATION. — [572, 727, 682, 737]
article-text: Tuesday, July 26. (Before His Honor Mr Justice Johnston.) His Honor sat in the Court Chambers at 11 a.m. In re estate of Laming. The debtor is present applied for his discharge. His Honor made the order. — [146, 1174, 270, 1206]
article-text: Mr Fisher said that if the question of capital was taken up it would be necessary to approach the Government. Mr Frinkley said that in the event of an exhibition being held, the Government would, he believed, render assistance. — [710, 458, 834, 496]
article-text: He had listened to the long history of the colony which had been given by the Member for Christchurch South, and he did not think it at all necessary to discuss the past. The country wanted to know what the Government proposed to do in the future. — [978, 779, 1102, 817]
article-text: Melbourne, July 26. The Ministerial Elections. The elections for West Bourke and Ararat took place to-day, and resulted in the return of Sir Bryan O'Loghlen for the former by a small majority. — [555, 221, 700, 247]
divider — [565, 180, 689, 181]
article-text: Tuesday, July 26. The Council met at 2.30 p.m. In reply to the Hon. Mr Johnson, the Hon. Mr Dillon said that Sir J. Goode's report on all the harbours, including Lyttelton, would be laid on the table in a few days. — [710, 704, 834, 742]
article-text: The final meeting of this club for the present season was commenced yesterday morning, at Mr Gould's estate near Papanui. The heavy fog held till nearly ten o'clock, so much so that when the first dogs were slipped they were speedily unsighted. — [421, 226, 545, 264]
article-text: The House divided—Ayes, 24; Noes, 34. The following is the division list:— Ayes—Messrs Atkinson, Bain, Beetham, Bowen, Brown, Bunny, Colbeck, Dick, Fisher, J. B.; Sir W. Fox, Messrs Gisborne, Hall, Hursthouse, Hutchison, Johnston, Kelly. — [844, 62, 968, 100]
article-text: [Per Press Association.] Auckland, July 26. Obituary. Major Drummond Hay, formerly Native Lands Purchase Commissioner, died at Cambridge. A Forward Step. The directors of the new Coffee Palace Company are inviting competitive designs for the coffee palace. — [555, 369, 700, 407]
article-text: The Infernal Machines. In the House of Commons to-day the question was put to the Home Secretary in regard to the reported seizure of infernal machines which had been brought from America to Liverpool among the cargo of the ship Malta. — [555, 113, 700, 144]
headline-second-edition: SECOND EDITION. — [287, 303, 403, 318]
article-text: Mr W. Trelawney's Flora beat Mr E. Wagstaff's Flying Nell; Mr F. Hatton's Phantom beat Mr J. Waterman's Queen. — [421, 205, 545, 225]
article-text: Wellington, July 26. The report of the Crown Lands Department was laid on the table to-day. The statement is occupied with statistics already made public. In reference to the deferred payment system, the report says:—Under the deferred payment system since the introduction in 1878 many districts have been settled that under the cash system would still have remained in the hands of the Crown. — [421, 1135, 545, 1198]
article-text: Mr Fisher said that if the question of capital was taken up it would be necessary to approach the Government. Mr Frinkley said that in the event of an exhibition being held, the Government would, he believed, render assistance. — [710, 66, 834, 104]
article-text: Tuesday, July 26. The House met at 2.30 p.m. Supply. Mr Murray tabled the report of the Industries Committee, recommending that the Government should offer a bonus of £500 to any person who succeeds in the manufacture of sugar from beet-root grown in the colony. — [710, 803, 834, 847]
article-text: Mr Cherrill thought that the committee should, before going to the Government, report to the Association some scheme of the firm's exhibition, as to its character, the aims to be advanced, and the sphere of the Government in the matter. — [710, 340, 834, 378]
article-text: A meeting of the above was held last night, when there was a large attendance. The President, Mr Fisher, presided. — [555, 903, 700, 923]
article-text: Tuesday, July 26. (Before His Honor Mr Justice Johnston.) His Honor sat in the Court Chambers at 11 a.m. In re estate of Laming. The debtor is present applied for his discharge. His Honor made the order. — [146, 943, 270, 975]
column-8 — [974, 27, 1107, 1361]
divider — [565, 276, 689, 277]
article-text: Mr Murray moved for leave to introduce a Bill to regulate the duration of Parliament, to come into force after the dissolution of the present Parliament. — [844, 419, 968, 445]
article-text: arrived at twenty-one, twenty-five, or thirty years of age, at will or as advised by their trustees. Mr Garrick now appeared to ask for directions, and quoted the following case. — [280, 134, 410, 159]
article-text: Magistrate's Court, Rangiora.—At this Court on Saturday, before G. Whitefoord, Esq., R.M., several civil cases were heard. The South Australian Press advocates the licensing of houses where illegitimate children are boarded out. — [146, 557, 270, 595]
article-text: Tuesday, July 26. The House met at 2.30 p.m. Supply. Mr Murray tabled the report of the Industries Committee, recommending that the Government should offer a bonus of £500 to any person who succeeds in the manufacture of sugar from beet-root grown in the colony. — [710, 985, 834, 1029]
article-text: He had listened to the long history of the colony which had been given by the Member for Christchurch South, and he did not think it at all necessary to discuss the past. The country wanted to know what the Government proposed to do in the future. — [978, 401, 1102, 439]
article-text: Mr Murray moved for leave to introduce a Bill to regulate the duration of Parliament, to come into force after the dissolution of the present Parliament. — [844, 227, 968, 253]
article-text: Tuesday, July 26. The House met at 2.30 p.m. Supply. Mr Murray tabled the report of the Industries Committee, recommending that the Government should offer a bonus of £500 to any person who succeeds in the manufacture of sugar from beet-root grown in the colony. — [710, 757, 834, 802]
article-text: It is currently rumoured to-night that Mr Fitzgerald will vote with the Government, and that Mr Driver will not return from Dunedin in time for the division. — [146, 799, 270, 824]
article-text: The meeting then adjourned. — [716, 497, 796, 504]
article-text: The subject of bringing to market fish of such small size as to be unfit for food has been discussed by the Selwyn County Council, and they have agreed to call the attention of the authorities thereto. We should just like to point out that the most effectual method of stopping this traffic would be to fine heavily any one having in his possession for sale fish below a certain size. — [12, 650, 136, 713]
article-text: Mr Fisher said that if the question of capital was taken up it would be necessary to approach the Government. Mr Frinkley said that in the event of an exhibition being held, the Government would, he believed, render assistance. — [710, 223, 834, 261]
article-text: Ashburton Borough Council.—The fortnightly meeting was held on Monday evening. Present—the Mayor and Councillors. The Town Clerk reported that the rates collected to date amounted to £212. — [146, 328, 270, 366]
article-text: A meeting of the above was held last night, when there was a large attendance. The President, Mr Fisher, presided. — [555, 800, 700, 820]
article-text: Mr Cherrill thought that the committee should, before going to the Government, report to the Association some scheme of the firm's exhibition, as to its character, the aims to be advanced, and the sphere of the Government in the matter. — [710, 27, 834, 65]
subhead-telegraph: [By Telegraph.] — [463, 485, 502, 492]
article-text: [Per Press Association.] Auckland, July 26. Obituary. Major Drummond Hay, formerly Native Lands Purchase Commissioner, died at Cambridge. A Forward Step. The directors of the new Coffee Palace Company are inviting competitive designs for the coffee palace. — [555, 644, 700, 682]
article-text: arrived at twenty-one, twenty-five, or thirty years of age, at will or as advised by their trustees. Mr Garrick now appeared to ask for directions, and quoted the following case. — [280, 187, 410, 213]
article-text: Tuesday, July 26. The House met at 2.30 p.m. Supply. Mr Murray tabled the report of the Industries Committee, recommending that the Government should offer a bonus of £500 to any person who succeeds in the manufacture of sugar from beet-root grown in the colony. — [710, 1302, 834, 1347]
article-text: Mr Bowen discussed the various motions of want of confidence, as they proposed, and if it was pressed to the provincial business of the country. He was inclined to think that if they could get rid of the system of centralisation they might fairly say that the country had benefited. — [978, 519, 1102, 563]
article-text: Ashburton Borough Council.—The fortnightly meeting was held on Monday evening. Present—the Mayor and Councillors. The Town Clerk reported that the rates collected to date amounted to £212. — [146, 406, 270, 444]
headline-new-zealand: NEW ZEALAND. — [596, 280, 659, 290]
headline-crown-lands: CROWN LANDS DEPARTMENT. — [422, 474, 543, 484]
article-text: Sydney, July 27. Out of Danger. Admiral the Earl of Clanwilliam is out of danger. — [280, 529, 410, 542]
article-text: Tuesday, July 26. (Before His Honor Mr Justice Johnston.) His Honor sat in the Court Chambers at 11 a.m. In re estate of Laming. The debtor is present applied for his discharge. His Honor made the order. — [146, 1306, 270, 1338]
article-text: Mr Fisher said that if the question of capital was taken up it would be necessary to approach the Government. Mr Frinkley said that in the event of an exhibition being held, the Government would, he believed, render assistance. — [710, 301, 834, 339]
article-text: The House divided—Ayes, 24; Noes, 34. The following is the division list:— Ayes—Messrs Atkinson, Bain, Beetham, Bowen, Brown, Bunny, Colbeck, Dick, Fisher, J. B.; Sir W. Fox, Messrs Gisborne, Hall, Hursthouse, Hutchison, Johnston, Kelly. — [844, 128, 968, 166]
subhead-christchurch: CHRISTCHURCH. — [321, 844, 369, 851]
article-text: The following weights were declared yesterday:— Hunt Club Cup Handicap—Quantity, 11st; Tramp, 10st 11b; Winkles, 10st 10lb. — [421, 416, 545, 441]
article-text: Mr Murray moved for leave to introduce a Bill to regulate the duration of Parliament, to come into force after the dissolution of the present Parliament. — [844, 36, 968, 61]
article-text: Mr Seddon spoke for the amendment, giving it as his opinion that a Bill of the size would be for the benefit of the country if it were passed. The Government should have the courage of their opinions. — [844, 386, 968, 418]
article-text: Ploughing Match at Ashburton.—The Ashburton County ploughing match was held yesterday on a paddock at Wakanui. Twenty-five ploughs were entered. Taken as a whole, the work was creditable to the competitors. Dramatic Match.—On Monday evening a match at draughts was played between six of the Kaiapoi and Woodend players. Inundation—Hamilton Exhibition. — [12, 1340, 136, 1396]
article-text: Magistrate's Court, Rangiora.—At this Court on Saturday, before G. Whitefoord, Esq., R.M., several civil cases were heard. The South Australian Press advocates the licensing of houses where illegitimate children are boarded out. — [146, 177, 270, 215]
article-text: Wednesday, July 27. [Before J. Ollivier, Esq., R.M.] Drunkenness.—Elizabeth Lynch, for being drunk and disorderly, was fined 5s. — [280, 956, 410, 975]
article-text: Ploughing Match at Ashburton.—The Ashburton County ploughing match was held yesterday on a paddock at Wakanui. Twenty-five ploughs were entered. Taken as a whole, the work was creditable to the competitors. Dramatic Match.—On Monday evening a match at draughts was played between six of the Kaiapoi and Woodend players. Inundation—Hamilton Exhibition. — [12, 966, 136, 1022]
article-text: The final meeting of this club for the present season was commenced yesterday morning, at Mr Gould's estate near Papanui. The heavy fog held till nearly ten o'clock, so much so that when the first dogs were slipped they were speedily unsighted. — [421, 106, 545, 144]
article-text: Wellington, July 26. The report of the Crown Lands Department was laid on the table to-day. The statement is occupied with statistics already made public. In reference to the deferred payment system, the report says:—Under the deferred payment system since the introduction in 1878 many districts have been settled that under the cash system would still have remained in the hands of the Crown. — [421, 623, 545, 685]
divider — [290, 545, 400, 546]
headline-parliamentary: PARLIAMENTARY. — [714, 513, 830, 528]
article-text: On the question that it be read a second time on Wednesday week. The House resumed consideration of the Appropriation Bill. — [844, 671, 968, 697]
article-text: Ploughing Match at Ashburton.—The Ashburton County ploughing match was held yesterday on a paddock at Wakanui. Twenty-five ploughs were entered. Taken as a whole, the work was creditable to the competitors. Dramatic Match.—On Monday evening a match at draughts was played between six of the Kaiapoi and Woodend players. Inundation—Hamilton Exhibition. — [12, 2294, 136, 2350]
divider — [431, 471, 534, 472]
article-text: A meeting of the above was held last night, when there was a large attendance. The President, Mr Fisher, presided. — [555, 821, 700, 840]
headline-australia: AUSTRALIA. — [320, 504, 370, 514]
